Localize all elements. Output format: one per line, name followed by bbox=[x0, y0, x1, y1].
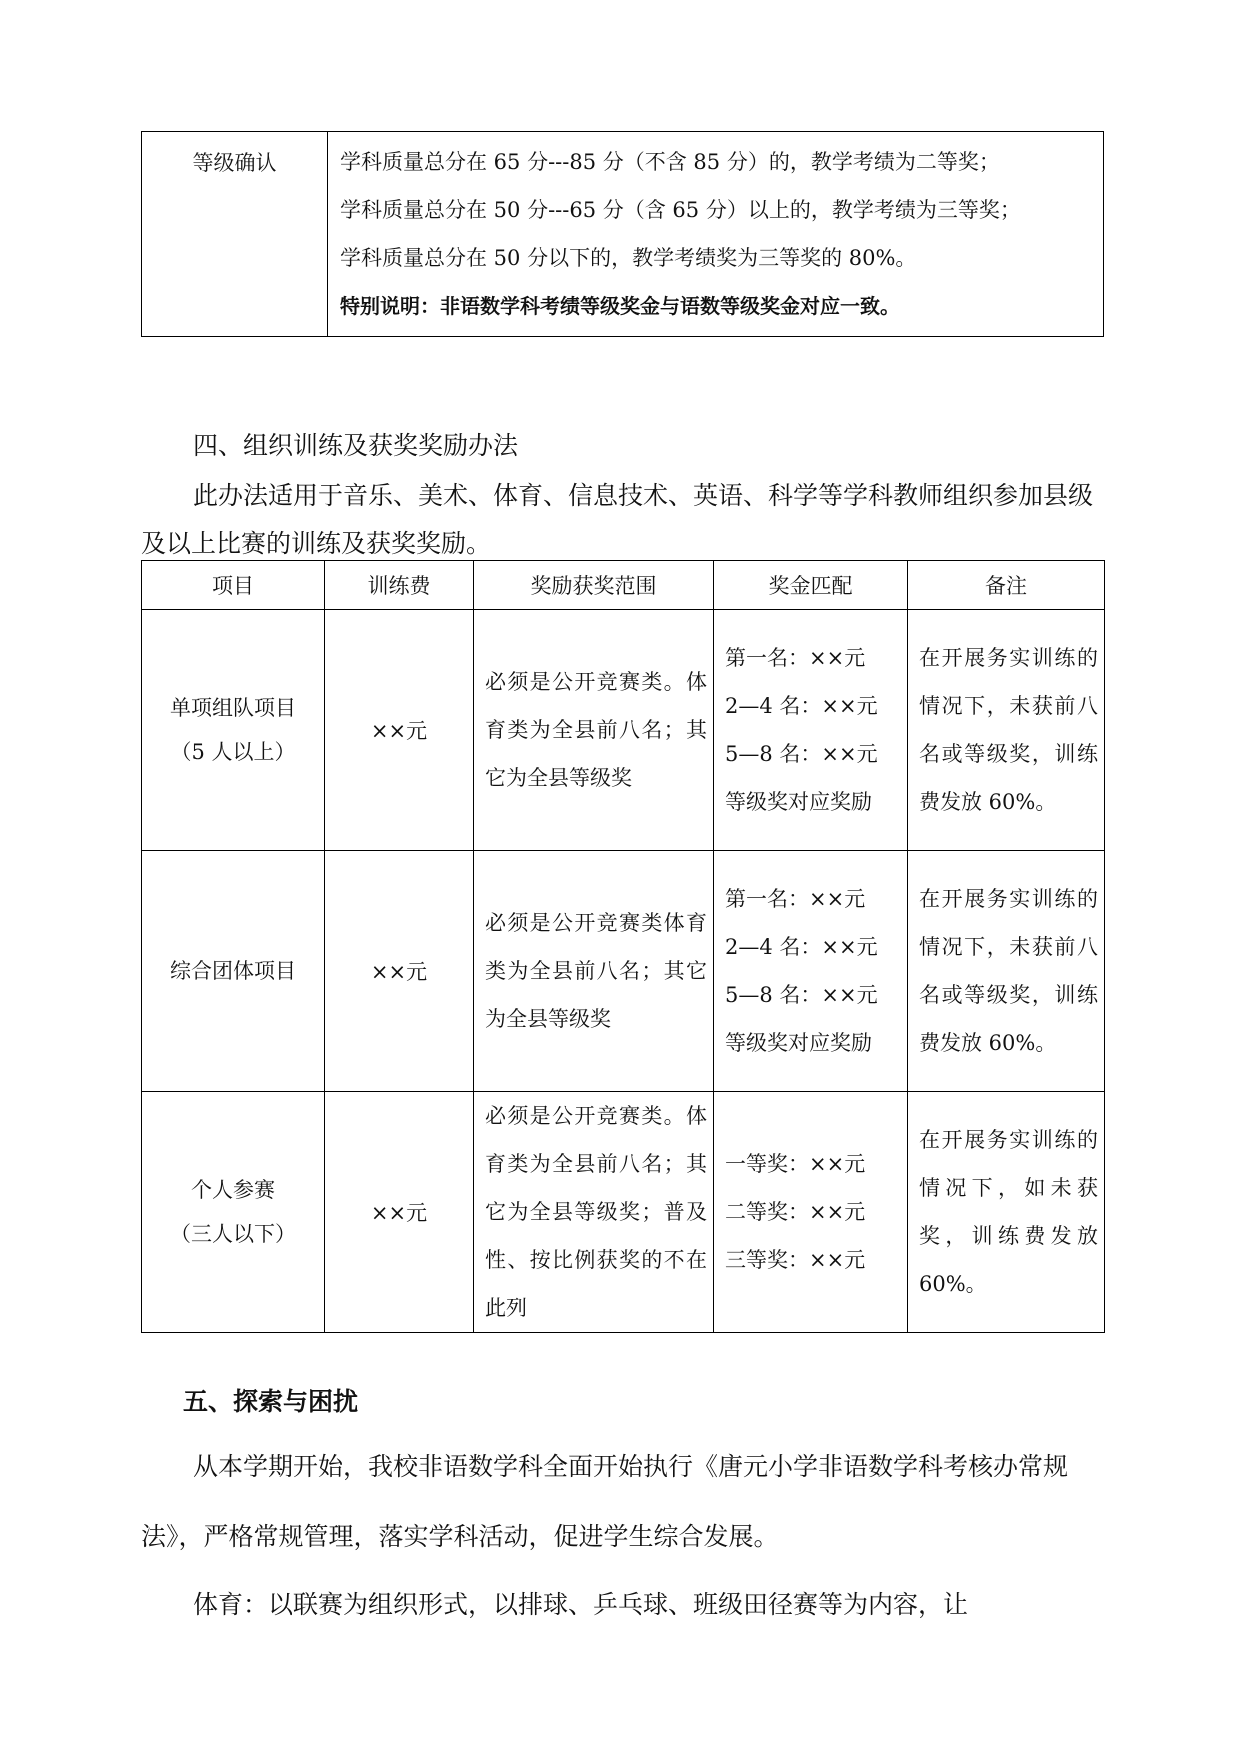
training-fee-cell: ××元 bbox=[325, 851, 474, 1092]
prize-line: 三等奖：××元 bbox=[725, 1248, 866, 1272]
note-cell: 在开展务实训练的情况下，未获前八名或等级奖，训练费发放 60%。 bbox=[908, 851, 1105, 1092]
project-name-cell bbox=[142, 610, 325, 851]
project-name-line: 单项组队项目 bbox=[170, 696, 296, 720]
prize-cell bbox=[714, 1092, 908, 1333]
section-4-title: 四、组织训练及获奖奖励办法 bbox=[193, 431, 519, 460]
prize-line: 5—8 名：××元 bbox=[725, 742, 878, 766]
project-name-cell bbox=[142, 851, 325, 1092]
section-5-paragraph: 从本学期开始，我校非语数学科全面开始执行《唐元小学非语数学科考核办常规法》，严格常规管理，落实学科活动，促进学生综合发展。 bbox=[141, 1452, 1069, 1551]
header-cell-prize: 奖金匹配 bbox=[714, 561, 908, 610]
prize-cell bbox=[714, 610, 908, 851]
grade-confirmation-table bbox=[141, 131, 1104, 337]
prize-line: 第一名：××元 bbox=[725, 646, 866, 670]
section-5-title: 五、探索与困扰 bbox=[183, 1387, 359, 1416]
prize-line: 二等奖：××元 bbox=[725, 1200, 866, 1224]
table-row bbox=[142, 132, 1104, 337]
section-5-paragraph: 体育：以联赛为组织形式，以排球、乒乓球、班级田径赛等为内容，让 bbox=[193, 1590, 969, 1619]
prize-line: 2—4 名：××元 bbox=[725, 694, 878, 718]
project-name-line: （三人以下） bbox=[170, 1222, 296, 1246]
grade-rule-line: 学科质量总分在 50 分---65 分（含 65 分）以上的，教学考绩为三等奖； bbox=[340, 198, 1021, 222]
header-cell-scope: 奖励获奖范围 bbox=[474, 561, 714, 610]
project-name-cell bbox=[142, 1092, 325, 1333]
award-table bbox=[141, 560, 1105, 1333]
note-cell: 在开展务实训练的情况下，如未获奖，训练费发放 60%。 bbox=[908, 1092, 1105, 1333]
table-row bbox=[142, 610, 1105, 851]
header-cell-note: 备注 bbox=[908, 561, 1105, 610]
project-name-line: 综合团体项目 bbox=[170, 959, 296, 983]
scope-cell: 必须是公开竞赛类。体育类为全县前八名；其它为全县等级奖 bbox=[474, 610, 714, 851]
section-4-intro: 此办法适用于音乐、美术、体育、信息技术、英语、科学等学科教师组织参加县级及以上比赛的训练及获奖奖励。 bbox=[141, 481, 1094, 558]
prize-line: 2—4 名：××元 bbox=[725, 935, 878, 959]
table-header-row bbox=[142, 561, 1105, 610]
grade-rule-line: 学科质量总分在 50 分以下的，教学考绩奖为三等奖的 80%。 bbox=[340, 246, 917, 270]
prize-line: 等级奖对应奖励 bbox=[725, 1031, 872, 1055]
header-cell-project: 项目 bbox=[142, 561, 325, 610]
training-fee-cell: ××元 bbox=[325, 610, 474, 851]
grade-rule-line: 学科质量总分在 65 分---85 分（不含 85 分）的，教学考绩为二等奖； bbox=[340, 150, 1000, 174]
prize-line: 一等奖：××元 bbox=[725, 1152, 866, 1176]
note-cell: 在开展务实训练的情况下，未获前八名或等级奖，训练费发放 60%。 bbox=[908, 610, 1105, 851]
grade-label-cell: 等级确认 bbox=[142, 132, 328, 337]
prize-line: 等级奖对应奖励 bbox=[725, 790, 872, 814]
project-name-line: （5 人以上） bbox=[170, 740, 296, 764]
scope-cell: 必须是公开竞赛类体育类为全县前八名；其它为全县等级奖 bbox=[474, 851, 714, 1092]
prize-line: 第一名：××元 bbox=[725, 887, 866, 911]
header-cell-training-fee: 训练费 bbox=[325, 561, 474, 610]
prize-line: 5—8 名：××元 bbox=[725, 983, 878, 1007]
training-fee-cell: ××元 bbox=[325, 1092, 474, 1333]
grade-content-cell bbox=[328, 132, 1104, 337]
scope-cell: 必须是公开竞赛类。体育类为全县前八名；其它为全县等级奖；普及性、按比例获奖的不在此列 bbox=[474, 1092, 714, 1333]
table-row bbox=[142, 851, 1105, 1092]
table-row bbox=[142, 1092, 1105, 1333]
special-note: 特别说明：非语数学科考绩等级奖金与语数等级奖金对应一致。 bbox=[340, 294, 900, 318]
project-name-line: 个人参赛 bbox=[191, 1178, 275, 1202]
prize-cell bbox=[714, 851, 908, 1092]
